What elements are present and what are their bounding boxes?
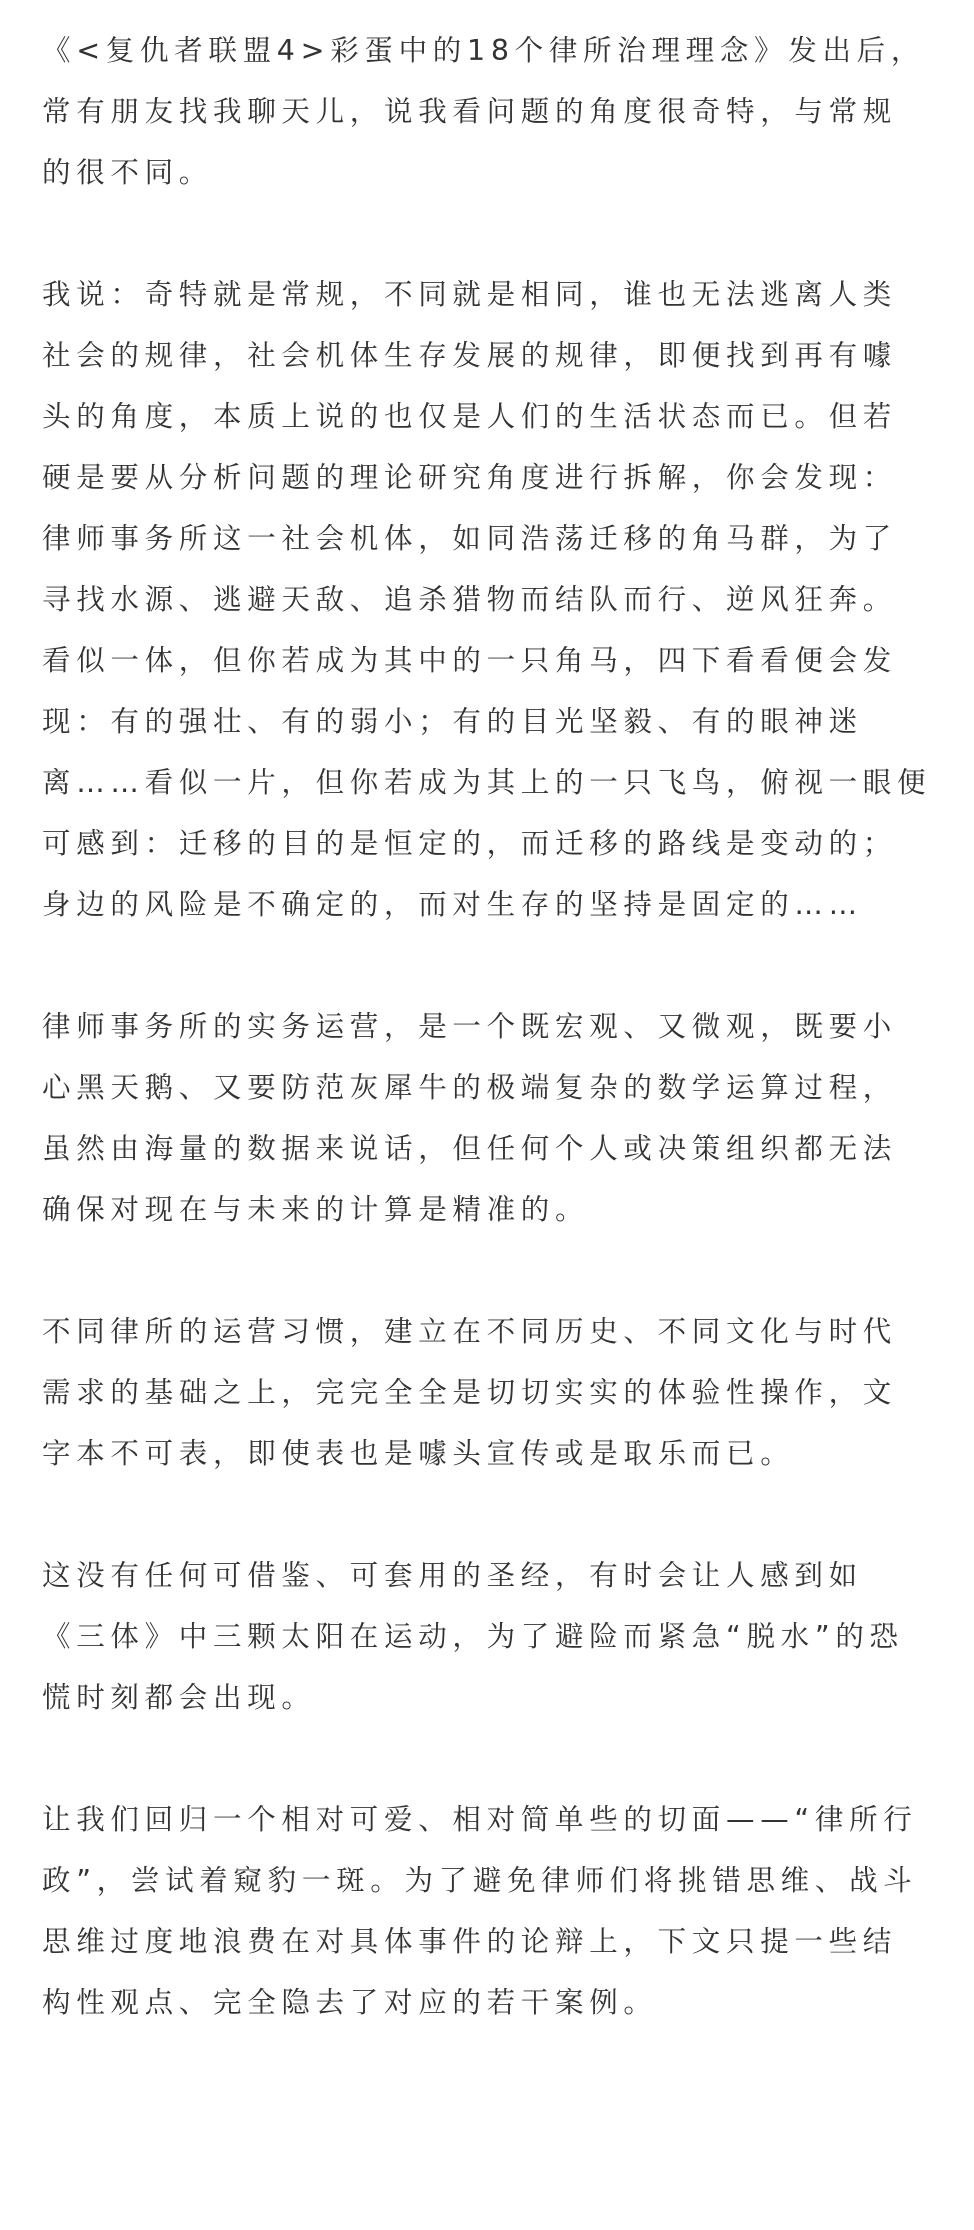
paragraph-gap [42,935,932,996]
text-line: 字本不可表，即使表也是噱头宣传或是取乐而已。 [42,1437,795,1470]
text-line: 律师事务所的实务运营，是一个既宏观、又微观，既要小 [42,1010,898,1043]
text-line: 现：有的强壮、有的弱小；有的目光坚毅、有的眼神迷 [42,705,863,738]
paragraph-gap [42,1240,932,1301]
paragraph-gap [42,1484,932,1545]
paragraph-gap [42,203,932,264]
text-line: 社会的规律，社会机体生存发展的规律，即便找到再有噱 [42,339,898,372]
text-line: 可感到：迁移的目的是恒定的，而迁移的路线是变动的； [42,827,898,860]
text-line: 确保对现在与未来的计算是精准的。 [42,1193,590,1226]
text-line: 头的角度，本质上说的也仅是人们的生活状态而已。但若 [42,400,898,433]
text-line: 这没有任何可借鉴、可套用的圣经，有时会让人感到如 [42,1559,863,1592]
text-line: 心黑天鹅、又要防范灰犀牛的极端复杂的数学运算过程， [42,1071,898,1104]
text-line: 我说：奇特就是常规，不同就是相同，谁也无法逃离人类 [42,278,898,311]
text-line: 常有朋友找我聊天儿，说我看问题的角度很奇特，与常规 [42,95,898,128]
paragraph-4 [42,1301,932,1484]
text-line: 硬是要从分析问题的理论研究角度进行拆解，你会发现： [42,461,898,494]
paragraph-1 [42,20,932,203]
text-line: 离……看似一片，但你若成为其上的一只飞鸟，俯视一眼便 [42,766,932,799]
text-line: 需求的基础之上，完完全全是切切实实的体验性操作，文 [42,1376,898,1409]
text-line: 《<复仇者联盟4>彩蛋中的18个律所治理理念》发出后， [42,34,926,67]
paragraph-gap [42,1728,932,1789]
text-line: 寻找水源、逃避天敌、追杀猎物而结队而行、逆风狂奔。 [42,583,898,616]
text-line: 虽然由海量的数据来说话，但任何个人或决策组织都无法 [42,1132,898,1165]
paragraph-6 [42,1789,932,2033]
paragraph-5 [42,1545,932,1728]
text-line: 的很不同。 [42,156,214,189]
text-line: 看似一体，但你若成为其中的一只角马，四下看看便会发 [42,644,898,677]
text-line: 政”，尝试着窥豹一斑。为了避免律师们将挑错思维、战斗 [42,1864,918,1897]
paragraph-2 [42,264,932,935]
text-line: 《三体》中三颗太阳在运动，为了避险而紧急“脱水”的恐 [42,1620,904,1653]
text-line: 身边的风险是不确定的，而对生存的坚持是固定的…… [42,888,863,921]
article-body [42,20,932,2033]
text-line: 思维过度地浪费在对具体事件的论辩上，下文只提一些结 [42,1925,898,1958]
text-line: 不同律所的运营习惯，建立在不同历史、不同文化与时代 [42,1315,898,1348]
paragraph-3 [42,996,932,1240]
text-line: 让我们回归一个相对可爱、相对简单些的切面——“律所行 [42,1803,918,1836]
text-line: 慌时刻都会出现。 [42,1681,316,1714]
text-line: 构性观点、完全隐去了对应的若干案例。 [42,1986,658,2019]
text-line: 律师事务所这一社会机体，如同浩荡迁移的角马群，为了 [42,522,898,555]
